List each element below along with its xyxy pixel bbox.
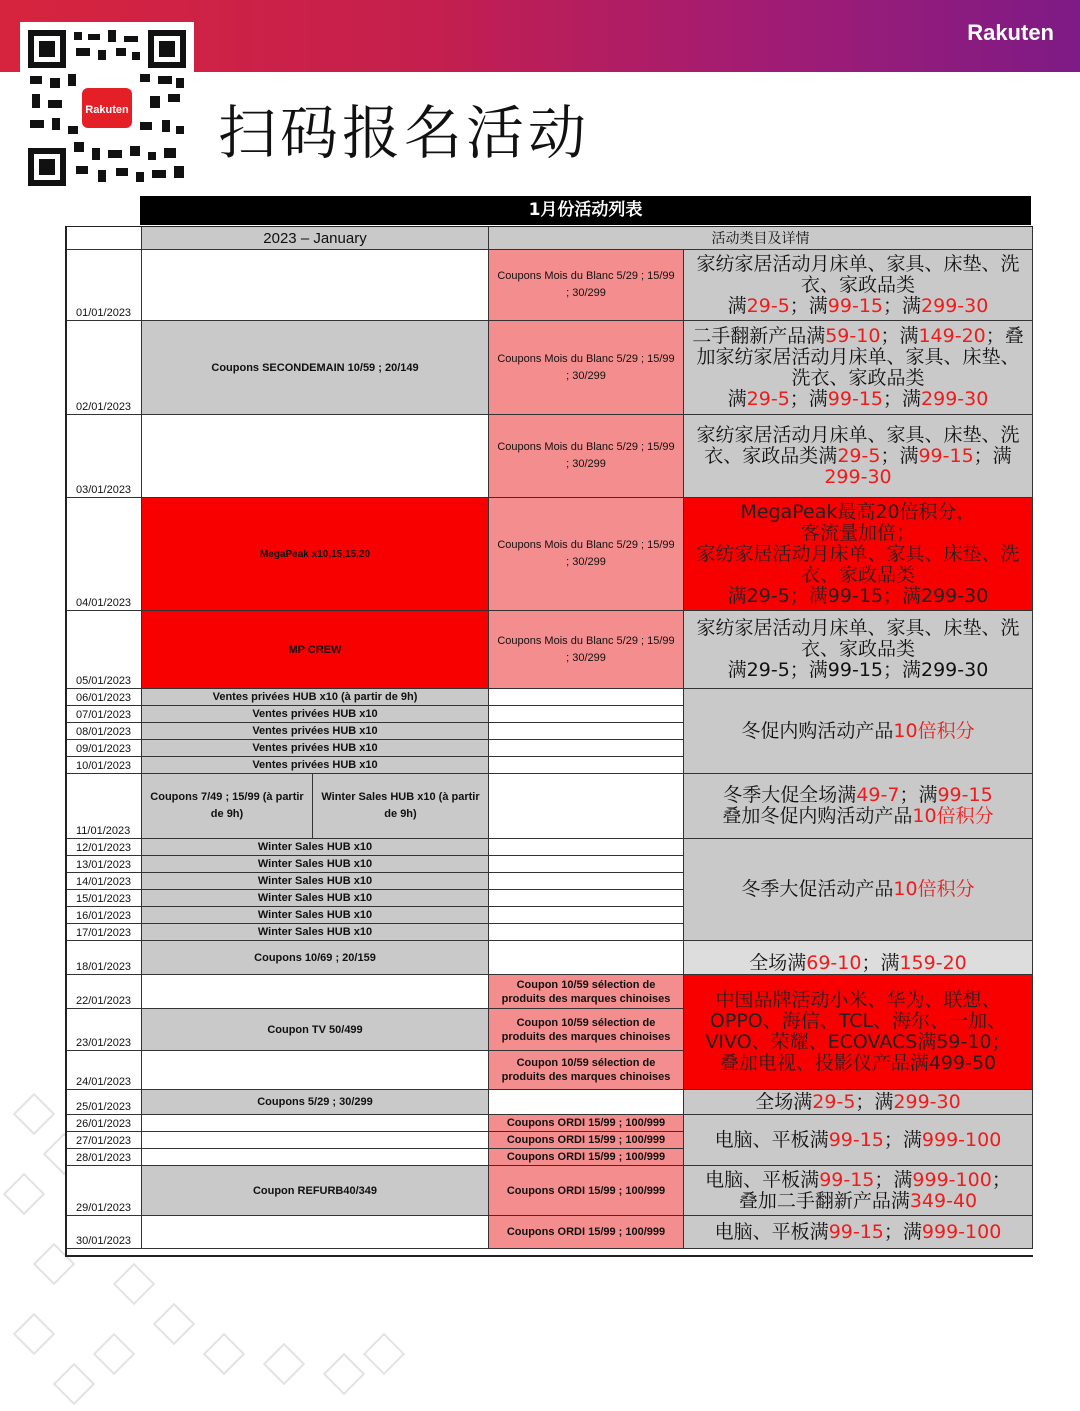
activity-table <box>65 226 1033 1257</box>
event-ventes-privees: Ventes privées HUB x10 <box>142 757 489 774</box>
event-winter-sales: Winter Sales HUB x10 <box>142 873 489 890</box>
promo-marques-chinoises: Coupon 10/59 sélection de produits des marques chinoises <box>489 1009 684 1051</box>
svg-text:Rakuten: Rakuten <box>85 104 129 116</box>
header-month: 2023 – January <box>142 227 489 250</box>
date-cell: 29/01/2023 <box>67 1166 142 1216</box>
promo-mois-du-blanc: Coupons Mois du Blanc 5/29 ; 15/99 ; 30/299 <box>489 415 684 498</box>
detail-cell-megapeak: MegaPeak最高20倍积分， 客流量加倍； 家纺家居活动月床单、家具、床垫、洗衣、家政品类 满29-5；满99-15；满299-30 <box>684 498 1033 611</box>
date-cell: 04/01/2023 <box>67 498 142 611</box>
qr-code-icon <box>28 30 186 186</box>
date-cell: 09/01/2023 <box>67 740 142 757</box>
promo-mois-du-blanc: Coupons Mois du Blanc 5/29 ; 15/99 ; 30/299 <box>489 321 684 415</box>
event-coupons-1069: Coupons 10/69 ; 20/159 <box>142 941 489 975</box>
event-coupons-749: Coupons 7/49 ; 15/99 (à partir de 9h) <box>142 774 313 839</box>
date-cell: 14/01/2023 <box>67 873 142 890</box>
event-cell-empty <box>142 1115 489 1132</box>
date-cell: 17/01/2023 <box>67 924 142 941</box>
date-cell: 26/01/2023 <box>67 1115 142 1132</box>
date-cell: 18/01/2023 <box>67 941 142 975</box>
detail-cell: 全场满69-10；满159-20 <box>684 941 1033 975</box>
event-cell-empty <box>142 250 489 321</box>
event-cell-empty <box>142 415 489 498</box>
header-detail: 活动类目及详情 <box>489 227 1033 250</box>
event-winter-sales: Winter Sales HUB x10 <box>142 856 489 873</box>
date-cell: 22/01/2023 <box>67 975 142 1009</box>
date-cell: 06/01/2023 <box>67 689 142 706</box>
event-cell-empty <box>142 1149 489 1166</box>
promo-cell-empty <box>489 890 684 907</box>
promo-ordi: Coupons ORDI 15/99 ; 100/999 <box>489 1166 684 1216</box>
date-cell: 08/01/2023 <box>67 723 142 740</box>
detail-cell: 电脑、平板满99-15；满999-100 <box>684 1115 1033 1166</box>
detail-cell: 家纺家居活动月床单、家具、床垫、洗衣、家政品类 满29-5；满99-15；满299-30 <box>684 611 1033 689</box>
promo-ordi: Coupons ORDI 15/99 ; 100/999 <box>489 1216 684 1249</box>
event-coupon-tv: Coupon TV 50/499 <box>142 1009 489 1051</box>
event-winter-sales: Winter Sales HUB x10 <box>142 890 489 907</box>
page-headline: 扫码报名活动 <box>218 99 591 167</box>
promo-mois-du-blanc: Coupons Mois du Blanc 5/29 ; 15/99 ; 30/299 <box>489 250 684 321</box>
promo-cell-empty <box>489 774 684 839</box>
promo-marques-chinoises: Coupon 10/59 sélection de produits des marques chinoises <box>489 975 684 1009</box>
detail-cell: 电脑、平板满99-15；满999-100； 叠加二手翻新产品满349-40 <box>684 1166 1033 1216</box>
promo-cell-empty <box>489 839 684 856</box>
event-coupons-529: Coupons 5/29 ; 30/299 <box>142 1090 489 1115</box>
date-cell: 23/01/2023 <box>67 1009 142 1051</box>
date-cell: 13/01/2023 <box>67 856 142 873</box>
event-secondemain: Coupons SECONDEMAIN 10/59 ; 20/149 <box>142 321 489 415</box>
detail-cell: 家纺家居活动月床单、家具、床垫、洗衣、家政品类 满29-5；满99-15；满299-30 <box>684 250 1033 321</box>
detail-cell: 电脑、平板满99-15；满999-100 <box>684 1216 1033 1249</box>
date-cell: 15/01/2023 <box>67 890 142 907</box>
date-cell: 11/01/2023 <box>67 774 142 839</box>
detail-cell: 二手翻新产品满59-10；满149-20；叠加家纺家居活动月床单、家具、床垫、洗衣、家政品类 满29-5；满99-15；满299-30 <box>684 321 1033 415</box>
date-cell: 02/01/2023 <box>67 321 142 415</box>
promo-cell-empty <box>489 924 684 941</box>
event-ventes-privees: Ventes privées HUB x10 <box>142 740 489 757</box>
detail-cell: 冬促内购活动产品10倍积分 <box>684 689 1033 774</box>
detail-cell: 冬季大促活动产品10倍积分 <box>684 839 1033 941</box>
detail-cell: 全场满29-5；满299-30 <box>684 1090 1033 1115</box>
promo-cell-empty <box>489 723 684 740</box>
event-ventes-privees: Ventes privées HUB x10 (à partir de 9h) <box>142 689 489 706</box>
promo-marques-chinoises: Coupon 10/59 sélection de produits des marques chinoises <box>489 1051 684 1090</box>
date-cell: 28/01/2023 <box>67 1149 142 1166</box>
date-cell: 07/01/2023 <box>67 706 142 723</box>
brand-logo: Rakuten <box>967 20 1054 45</box>
event-cell-empty <box>142 1216 489 1249</box>
event-megapeak: MegaPeak x10,15,15,20 <box>142 498 489 611</box>
promo-cell-empty <box>489 689 684 706</box>
promo-cell-empty <box>489 907 684 924</box>
detail-cell: 冬季大促全场满49-7；满99-15 叠加冬促内购活动产品10倍积分 <box>684 774 1033 839</box>
promo-ordi: Coupons ORDI 15/99 ; 100/999 <box>489 1149 684 1166</box>
event-cell-empty <box>142 975 489 1009</box>
event-cell-empty <box>142 1051 489 1090</box>
date-cell: 12/01/2023 <box>67 839 142 856</box>
date-cell: 27/01/2023 <box>67 1132 142 1149</box>
promo-cell-empty <box>489 706 684 723</box>
date-cell: 05/01/2023 <box>67 611 142 689</box>
qr-code[interactable] <box>20 22 194 192</box>
table-title: 1月份活动列表 <box>140 196 1031 225</box>
detail-cell-chinese-brands: 中国品牌活动小米、华为、联想、OPPO、海信、TCL、海尔、一加、VIVO、荣耀、ECOVACS满59-10； 叠加电视、投影仪产品满499-50 <box>684 975 1033 1090</box>
promo-cell-empty <box>489 856 684 873</box>
date-cell: 03/01/2023 <box>67 415 142 498</box>
event-mp-crew: MP CREW <box>142 611 489 689</box>
event-winter-sales: Winter Sales HUB x10 <box>142 907 489 924</box>
promo-cell-empty <box>489 1090 684 1115</box>
event-winter-sales: Winter Sales HUB x10 <box>142 839 489 856</box>
date-cell: 10/01/2023 <box>67 757 142 774</box>
date-cell: 25/01/2023 <box>67 1090 142 1115</box>
date-cell: 24/01/2023 <box>67 1051 142 1090</box>
event-refurb: Coupon REFURB40/349 <box>142 1166 489 1216</box>
promo-ordi: Coupons ORDI 15/99 ; 100/999 <box>489 1132 684 1149</box>
promo-cell-empty <box>489 941 684 975</box>
promo-cell-empty <box>489 740 684 757</box>
event-cell-empty <box>142 1132 489 1149</box>
event-ventes-privees: Ventes privées HUB x10 <box>142 706 489 723</box>
promo-cell-empty <box>489 873 684 890</box>
event-ventes-privees: Ventes privées HUB x10 <box>142 723 489 740</box>
date-cell: 01/01/2023 <box>67 250 142 321</box>
detail-cell: 家纺家居活动月床单、家具、床垫、洗衣、家政品类满29-5；满99-15；满299-30 <box>684 415 1033 498</box>
date-cell: 16/01/2023 <box>67 907 142 924</box>
promo-mois-du-blanc: Coupons Mois du Blanc 5/29 ; 15/99 ; 30/299 <box>489 611 684 689</box>
date-cell: 30/01/2023 <box>67 1216 142 1249</box>
header-date-cell <box>67 227 142 250</box>
event-winter-sales: Winter Sales HUB x10 (à partir de 9h) <box>313 774 489 839</box>
promo-cell-empty <box>489 757 684 774</box>
promo-mois-du-blanc: Coupons Mois du Blanc 5/29 ; 15/99 ; 30/299 <box>489 498 684 611</box>
event-winter-sales: Winter Sales HUB x10 <box>142 924 489 941</box>
promo-ordi: Coupons ORDI 15/99 ; 100/999 <box>489 1115 684 1132</box>
